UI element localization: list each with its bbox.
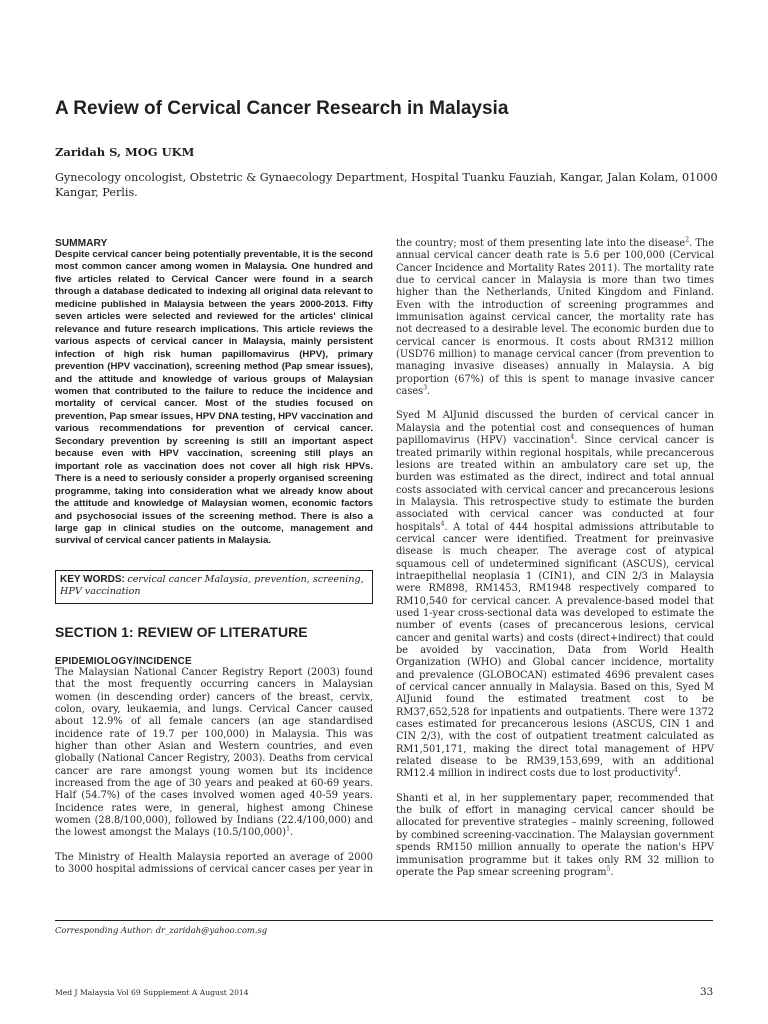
reference-marker: 4	[440, 520, 445, 528]
paragraph-text: . Since cervical cancer is treated primarily within regional hospitals, while precancerous lesions are treated within an ambulatory care set up, the burden was estimated as the direct, indirect and total annual costs associated with cervical cancer and precancerous lesions in Malaysia. This retrospective study to estimate the burden associated with cervical cancer was conducted at four hospitals	[396, 435, 714, 533]
epidemiology-paragraph	[55, 667, 373, 840]
burden-paragraph	[396, 410, 714, 780]
keywords-text: cervical cancer Malaysia, prevention, screening, HPV vaccination	[60, 573, 364, 598]
paragraph-text: Syed M AlJunid discussed the burden of cervical cancer in Malaysia and the potential cost and consequences of human papillomavirus (HPV) vaccination	[396, 410, 714, 447]
footer-rule	[55, 920, 713, 921]
paragraph-text: . The annual cervical cancer death rate is 5.6 per 100,000 (Cervical Cancer Incidence and Mortality Rates 2011). The mortality rate due to cervical cancer in Malaysia is more than two times higher than the Netherlands, United Kingdom and Finland. Even with the introduction of screening programmes and immunisation against cervical cancer, the mortality rate has not decreased to a desirable level. The economic burden due to cervical cancer is enormous. It costs about RM312 million (USD76 million) to manage cervical cancer (from prevention to managing invasive diseases) annually in Malaysia. A big proportion (67%) of this is spent to manage invasive cancer cases	[396, 238, 714, 398]
mortality-paragraph	[396, 238, 714, 398]
page-number: 33	[700, 986, 714, 998]
corresponding-author: Corresponding Author: dr_zaridah@yahoo.com.sg	[55, 925, 268, 935]
prevention-paragraph	[396, 793, 714, 879]
paragraph-end: .	[427, 386, 431, 398]
paragraph-text: the country; most of them presenting late into the disease	[396, 238, 686, 249]
author-affiliation: Gynecology oncologist, Obstetric & Gynaecology Department, Hospital Tuanku Fauziah, Kangar, Jalan Kolam, 01000 Kangar, Perlis.	[55, 171, 718, 199]
left-column	[55, 238, 373, 876]
reference-marker: 1	[286, 826, 290, 834]
summary-text: Despite cervical cancer being potentially preventable, it is the second most common cancer among women in Malaysia. One hundred and five articles related to Cervical Cancer were found in a search through a database dedicated to indexing all original data relevant to medicine published in Malaysia between the years 2000-2013. Fifty seven articles were selected and reviewed for the articles' clinical relevance and future research implications. This article reviews the various aspects of cervical cancer in Malaysia, mainly persistent infection of high risk human papillomavirus (HPV), primary prevention (HPV vaccination), screening method (Pap smear issues), and the attitude and knowledge of various groups of Malaysian women that contributed to the failure to reduce the incidence and mortality of cervical cancer. Most of the studies focused on prevention, Pap smear issues, HPV DNA testing, HPV vaccination and various recommendations for prevention of cervical cancer. Secondary prevention by screening is still an important aspect because even with HPV vaccination, screening still plays an important role as vaccination does not cover all high risk HPVs. There is a need to seriously consider a properly organised screening programme, taking into consideration what we already know about the attitude and knowledge of Malaysian women, economic factors and psychosocial issues of the screening method. There is also a large gap in clinical studies on the outcome, management and survival of cervical cancer patients in Malaysia.	[55, 249, 373, 547]
paragraph-end: .	[610, 866, 614, 878]
right-column	[396, 238, 714, 879]
article-title: A Review of Cervical Cancer Research in Malaysia	[55, 98, 509, 119]
section-heading: SECTION 1: REVIEW OF LITERATURE	[55, 623, 308, 640]
paragraph-end: .	[677, 768, 682, 780]
reference-marker: 4	[570, 433, 575, 441]
author-line: Zaridah S, MOG UKM	[55, 145, 195, 159]
subsection-heading: EPIDEMIOLOGY/INCIDENCE	[55, 655, 192, 667]
paragraph-text: Shanti et al, in her supplementary paper, recommended that the bulk of effort in managing cervical cancer should be allocated for preventive strategies – mainly screening, followed by combined screening-vaccination. The Malaysian government spends RM150 million annually to operate the nation's HPV immunisation programme but it takes only RM 32 million to operate the Pap smear screening program	[396, 792, 714, 878]
reference-marker: 3	[423, 384, 428, 392]
reference-marker: 4	[674, 767, 678, 775]
keywords-label: KEY WORDS:	[60, 573, 125, 585]
admissions-paragraph: The Ministry of Health Malaysia reported an average of 2000 to 3000 hospital admissions of cervical cancer cases per year in	[55, 851, 373, 876]
reference-marker: 5	[606, 865, 611, 873]
paragraph-text: The Malaysian National Cancer Registry Report (2003) found that the most frequently occurring cancers in Malaysian women (in descending order) cancers of the breast, cervix, colon, ovary, leukaemia, and lungs. Cervical Cancer caused about 12.9% of all female cancers (an age standardised incidence rate of 19.7 per 100,000) in Malaysia. This was higher than other Asian and Western countries, and even globally (National Cancer Registry, 2003). Deaths from cervical cancer are rare amongst young women but its incidence increased from the age of 30 years and peaked at 60-69 years. Half (54.7%) of the cases involved women aged 40-59 years. Incidence rates were, in general, highest among Chinese women (28.8/100,000), followed by Indians (22.4/100,000) and the lowest amongst the Malays (10.5/100,000)	[55, 666, 373, 839]
paragraph-text: . A total of 444 hospital admissions attributable to cervical cancer were identified. Treatment for preinvasive disease is much cheaper. The average cost of atypical squamous cell of undetermined significant (ASCUS), cervical intraepithelial neoplasia 1 (CIN1), and CIN 2/3 in Malaysia were RM898, RM1453, RM1948 respectively compared to RM10,540 for cervical cancer. A prevalence-based model that used 1-year cross-sectional data was developed to estimate the number of events (cases of precancerous lesions, cervical cancer and genital warts) and costs (direct+indirect) that could be avoided by vaccination, Data from World Health Organization (WHO) and Global cancer incidence, mortality and prevalence (GLOBOCAN) estimated 4696 prevalent cases of cervical cancer annually in Malaysia. Based on this, Syed M AlJunid found the estimated treatment cost to be RM37,652,528 for inpatients and outpatients. There were 1372 cases estimated for precancerous lesions (ASCUS, CIN 1 and CIN 2/3), with the cost of outpatient treatment calculated as RM1,501,171, making the direct total management of HPV related disease to be RM39,153,699, with an additional RM12.4 million in indirect costs due to lost productivity	[396, 521, 714, 780]
journal-citation: Med J Malaysia Vol 69 Supplement A August 2014	[55, 988, 249, 997]
summary-heading: SUMMARY	[55, 238, 108, 249]
reference-marker: 2	[685, 236, 690, 244]
keywords-box	[55, 570, 373, 604]
paragraph-end: .	[289, 827, 294, 839]
